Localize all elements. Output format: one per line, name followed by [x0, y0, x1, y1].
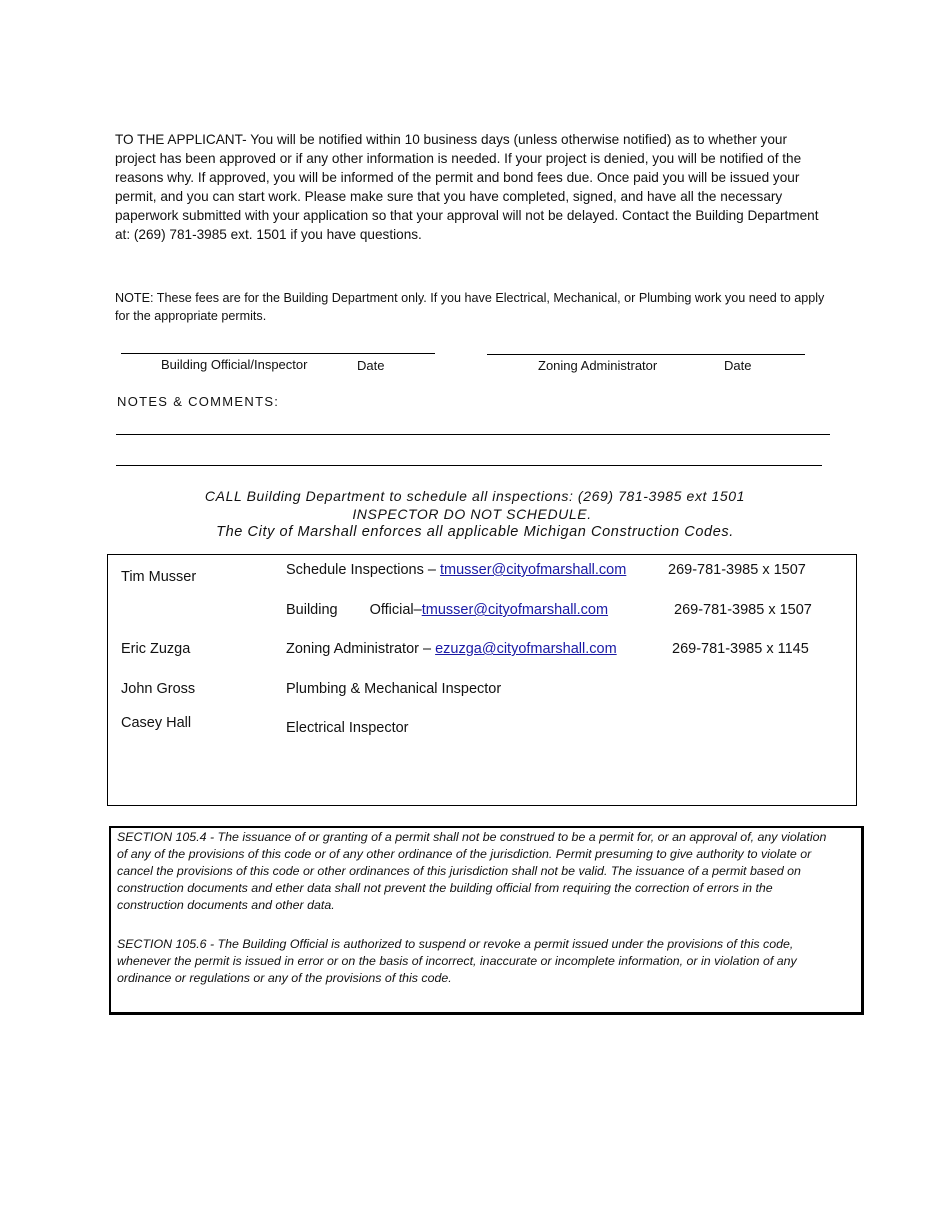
contact-phone: 269-781-3985 x 1507	[674, 602, 812, 618]
contact-phone: 269-781-3985 x 1507	[668, 562, 806, 578]
contact-role	[286, 602, 608, 618]
date-label-2: Date	[724, 358, 752, 373]
contact-email-link[interactable]: tmusser@cityofmarshall.com	[439, 562, 627, 578]
contact-role-text: Zoning Administrator –	[286, 641, 432, 657]
contact-name: Tim Musser	[121, 569, 197, 585]
contact-role-text-a: Building	[286, 602, 338, 618]
contact-role: Electrical Inspector	[286, 720, 409, 736]
contact-role: Plumbing & Mechanical Inspector	[286, 681, 502, 697]
section-105-6: SECTION 105.6 - The Building Official is authorized to suspend or revoke a permit issued under the provisions of this code, whenever the permit is issued in error or on the basis of incorrect, inaccurate or incomplete information, or in violation of any ordinance or regulations or any of the provisions of this code.	[117, 937, 797, 985]
contact-name: Casey Hall	[121, 715, 192, 731]
codes-enforcement-line: The City of Marshall enforces all applicable Michigan Construction Codes.	[216, 524, 734, 540]
inspection-call-line: CALL Building Department to schedule all inspections: (269) 781-3985 ext 1501	[204, 488, 746, 504]
building-official-signature-line[interactable]	[121, 353, 435, 354]
section-105-4: SECTION 105.4 - The issuance of or granting of a permit shall not be construed to be a permit for, or an approval of, any violation of any of the provisions of this code or of any other ordinance of the jurisdiction. Permit presuming to give authority to violate or cancel the provisions of this code or other ordinances of this jurisdiction shall not be valid. The issuance of a permit based on construction documents and ether data shall not prevent the building official from requiring the correction of errors in the construction documents and other data.	[117, 830, 827, 912]
contact-role-text: Schedule Inspections –	[286, 562, 436, 578]
building-official-label: Building Official/Inspector	[161, 357, 308, 372]
contact-role-text-b: Official–	[369, 602, 422, 618]
contact-name: Eric Zuzga	[121, 641, 191, 657]
notes-comments-heading: NOTES & COMMENTS:	[117, 394, 280, 409]
date-label-1: Date	[357, 358, 385, 373]
contact-phone: 269-781-3985 x 1145	[672, 641, 809, 657]
fee-note: NOTE: These fees are for the Building Department only. If you have Electrical, Mechanical, or Plumbing work you need to apply for the appropriate permits.	[115, 291, 825, 323]
inspector-no-schedule-line: INSPECTOR DO NOT SCHEDULE.	[352, 506, 592, 522]
notes-line-1[interactable]	[116, 434, 830, 435]
contact-role	[286, 641, 617, 657]
contact-role	[286, 562, 626, 578]
contact-name: John Gross	[121, 681, 196, 697]
zoning-admin-signature-line[interactable]	[487, 354, 805, 355]
notes-line-2[interactable]	[116, 465, 822, 466]
contact-email-link[interactable]: tmusser@cityofmarshall.com	[421, 602, 609, 618]
contacts-box	[107, 554, 857, 806]
contact-email-link[interactable]: ezuzga@cityofmarshall.com	[435, 641, 617, 657]
applicant-notice: TO THE APPLICANT- You will be notified within 10 business days (unless otherwise notified) as to whether your project has been approved or if any other information is needed. If your project is denied, you will be notified of the reasons why. If approved, you will be informed of the permit and bond fees due. Once paid you will be issued your permit, and you can start work. Please make sure that you have completed, signed, and have all the necessary paperwork submitted with your application so that your approval will not be delayed. Contact the Building Department at: (269) 781-3985 ext. 1501 if you have questions.	[115, 132, 819, 242]
zoning-admin-label: Zoning Administrator	[538, 358, 658, 373]
